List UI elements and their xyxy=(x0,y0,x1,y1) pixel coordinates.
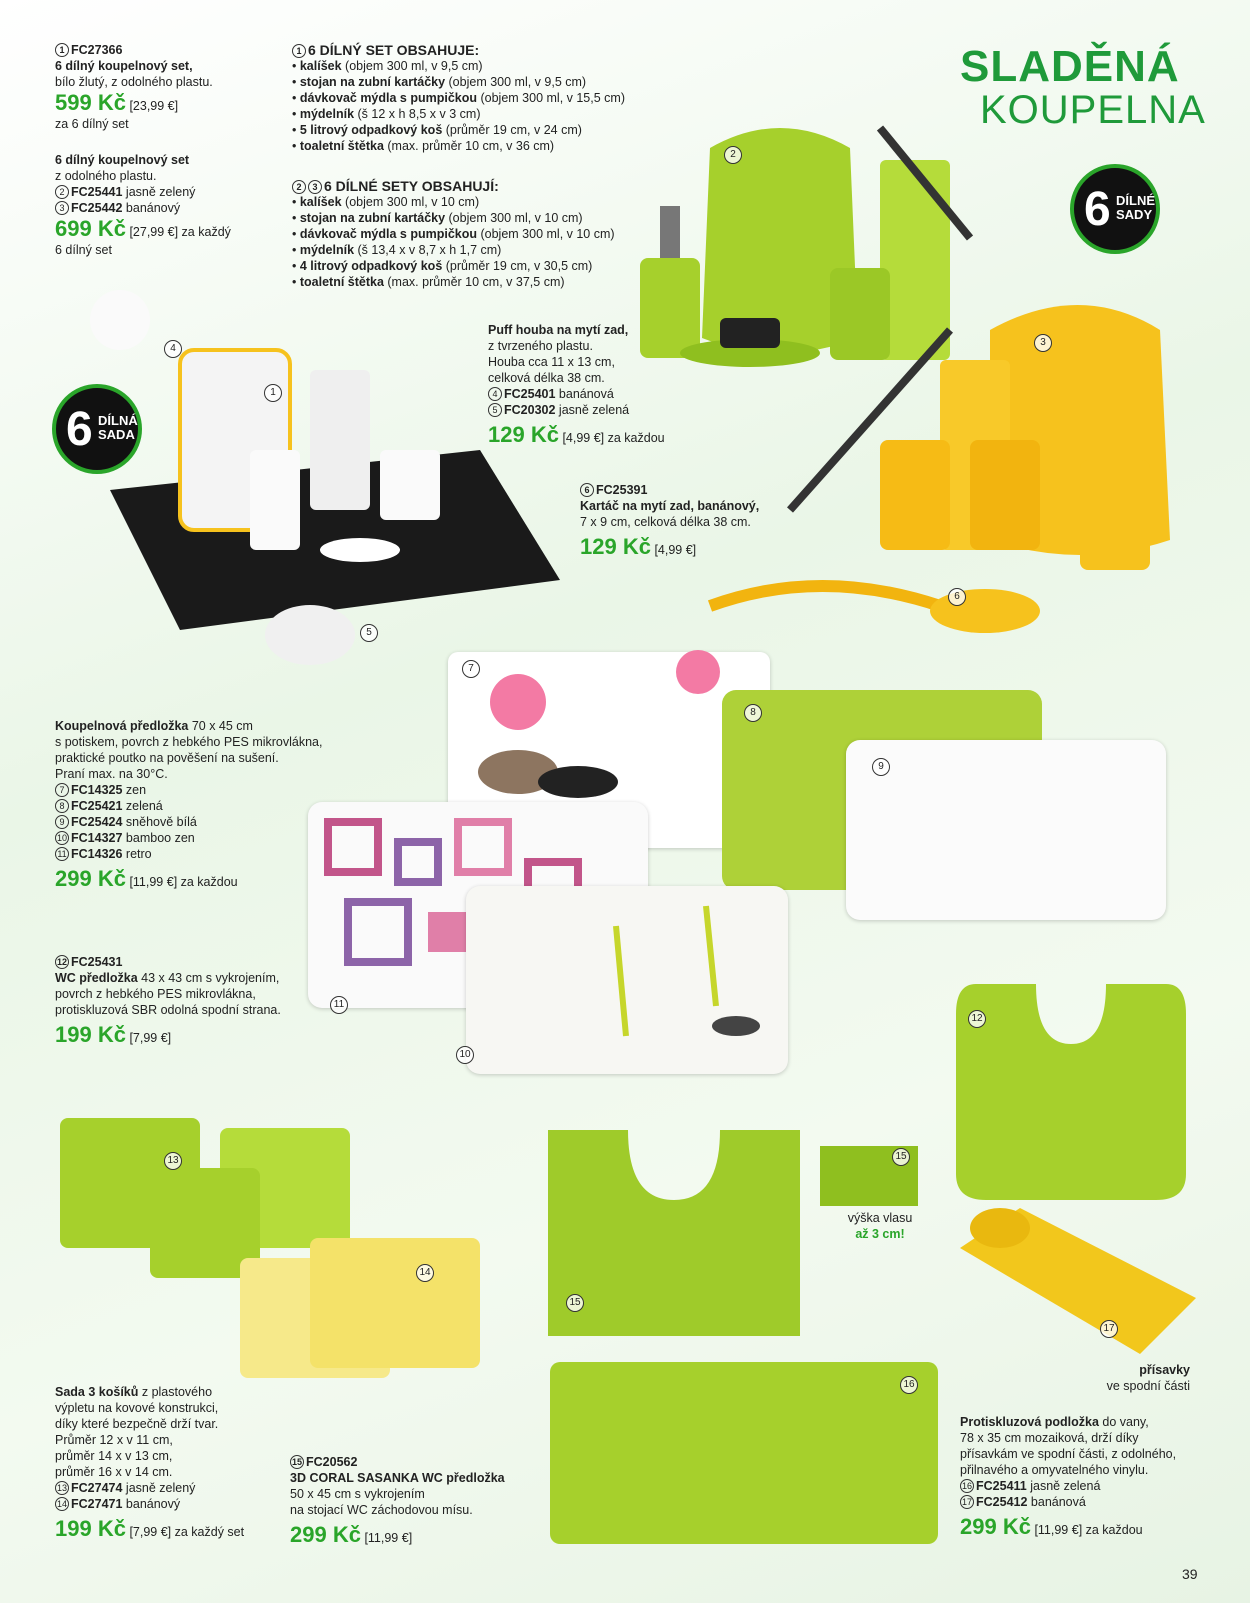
callout-16: 16 xyxy=(900,1376,918,1394)
callout-15: 15 xyxy=(566,1294,584,1312)
list-item: • kalíšek (objem 300 ml, v 10 cm) xyxy=(292,195,480,209)
badge-6-sada: 6 DÍLNÁ SADA xyxy=(52,384,142,474)
product-bath-mats: Koupelnová předložka 70 x 45 cm s potiskem, povrch z hebkého PES mikrovlákna, praktické poutko na pověšení na sušení. Praní max. na 30°C. 7 FC14325 zen 8 FC25421 zelená 9 FC25424 sněhově bílá 10 FC14327 bamboo zen 11 FC14326 retro 299 Kč [11,99 €] za každou xyxy=(55,719,323,891)
antislip-yellow-mat-image xyxy=(960,1208,1196,1354)
callout-4: 4 xyxy=(164,340,182,358)
list-item: • dávkovač mýdla s pumpičkou (objem 300 ml, v 10 cm) xyxy=(292,227,615,241)
list-item: • kalíšek (objem 300 ml, v 9,5 cm) xyxy=(292,59,483,73)
page-subtitle: KOUPELNA xyxy=(980,88,1206,132)
callout-3: 3 xyxy=(1034,334,1052,352)
callout-15-detail: 15 xyxy=(892,1148,910,1166)
callout-14: 14 xyxy=(416,1264,434,1282)
product-coral-wc-mat: 15 FC20562 3D CORAL SASANKA WC předložka 50 x 45 cm s vykrojením na stojací WC záchodovou mísu. 299 Kč [11,99 €] xyxy=(290,1455,505,1547)
callout-10: 10 xyxy=(456,1046,474,1064)
product-baskets: Sada 3 košíků z plastového výpletu na kovové konstrukci, díky které bezpečně drží tvar. Průměr 12 x v 11 cm, průměr 14 x v 13 cm, průměr 16 x v 14 cm. 13 FC27474 jasně zelený 14 FC27471 banánový 199 Kč [7,99 €] za každý set xyxy=(55,1385,245,1541)
badge-6-sady: 6 DÍLNÉ SADY xyxy=(1070,164,1160,254)
callout-13: 13 xyxy=(164,1152,182,1170)
callout-11: 11 xyxy=(330,996,348,1014)
product-wc-mat: 12 FC25431 WC předložka 43 x 43 cm s vykrojením, povrch z hebkého PES mikrovlákna, protiskluzová SBR odolná spodní strana. 199 Kč [7,99 €] xyxy=(55,955,281,1047)
list-item: • 5 litrový odpadkový koš (průměr 19 cm, v 24 cm) xyxy=(292,123,582,137)
callout-7: 7 xyxy=(462,660,480,678)
set1-contents: 1 6 DÍLNÝ SET OBSAHUJE: • kalíšek (objem 300 ml, v 9,5 cm) • stojan na zubní kartáčky (objem 300 ml, v 9,5 cm) • dávkovač mýdla s pumpičkou (objem 300 ml, v 15,5 cm) • mýdelník (š 12 x h 8,5 x v 3 cm) • 5 litrový odpadkový koš (průměr 19 cm, v 24 cm) • toaletní štětka (max. průměr 10 cm, v 36 cm) xyxy=(292,42,692,154)
product-set-green-yellow: 6 dílný koupelnový set z odolného plastu. 2 FC25441 jasně zelený 3 FC25442 banánový 699 Kč [27,99 €] za každý 6 dílný set xyxy=(55,153,231,257)
product-antislip-mat: Protiskluzová podložka do vany, 78 x 35 cm mozaiková, drží díky přísavkám ve spodní části, z odolného, přilnavého a omyvatelného vinylu. 16 FC25411 jasně zelená 17 FC25412 banánová 299 Kč [11,99 €] za každou xyxy=(960,1415,1177,1539)
back-brush-image xyxy=(700,566,1060,646)
mat-white-image xyxy=(846,740,1166,920)
suction-note: přísavky ve spodní části xyxy=(1106,1363,1190,1393)
callout-2: 2 xyxy=(724,146,742,164)
product-back-brush: 6 FC25391 Kartáč na mytí zad, banánový, 7 x 9 cm, celková délka 38 cm. 129 Kč [4,99 €] xyxy=(580,483,760,559)
baskets-image xyxy=(60,1108,520,1388)
list-item: • stojan na zubní kartáčky (objem 300 ml, v 9,5 cm) xyxy=(292,75,587,89)
product-fc27366: 1 FC27366 6 dílný koupelnový set, bílo žlutý, z odolného plastu. 599 Kč [23,99 €] za 6 dílný set xyxy=(55,43,213,131)
list-item: • mýdelník (š 13,4 x v 8,7 x h 1,7 cm) xyxy=(292,243,502,257)
white-yellow-set-image xyxy=(60,290,580,680)
pile-height-note: výška vlasu až 3 cm! xyxy=(847,1211,913,1241)
callout-17: 17 xyxy=(1100,1320,1118,1338)
callout-5: 5 xyxy=(360,624,378,642)
list-item: • toaletní štětka (max. průměr 10 cm, v 36 cm) xyxy=(292,139,555,153)
antislip-green-mat-image xyxy=(550,1362,938,1544)
page-number: 39 xyxy=(1182,1566,1198,1582)
product-puff-sponge: Puff houba na mytí zad, z tvrzeného plastu. Houba cca 11 x 13 cm, celková délka 38 cm. 4 FC25401 banánová 5 FC20302 jasně zelená 129 Kč [4,99 €] za každou xyxy=(488,323,665,447)
list-item: • mýdelník (š 12 x h 8,5 x v 3 cm) xyxy=(292,107,481,121)
coral-mat-image xyxy=(548,1130,800,1336)
mat-bamboo-zen-image xyxy=(459,886,788,1074)
callout-8: 8 xyxy=(744,704,762,722)
list-item: • dávkovač mýdla s pumpičkou (objem 300 ml, v 15,5 cm) xyxy=(292,91,625,105)
yellow-bathroom-set-image xyxy=(790,290,1190,580)
callout-1: 1 xyxy=(264,384,282,402)
callout-12: 12 xyxy=(968,1010,986,1028)
wc-mat-image xyxy=(956,984,1186,1200)
page-title: SLADĚNÁ xyxy=(960,42,1180,91)
set23-contents: 2 3 6 DÍLNÉ SETY OBSAHUJÍ: • kalíšek (objem 300 ml, v 10 cm) • stojan na zubní kartáčky (objem 300 ml, v 10 cm) • dávkovač mýdla s pumpičkou (objem 300 ml, v 10 cm) • mýdelník (š 13,4 x v 8,7 x h 1,7 cm) • 4 litrový odpadkový koš (průměr 19 cm, v 30,5 cm) • toaletní štětka (max. průměr 10 cm, v 37,5 cm) xyxy=(292,178,692,290)
callout-6: 6 xyxy=(948,588,966,606)
coral-pile-detail-image xyxy=(820,1146,918,1206)
callout-9: 9 xyxy=(872,758,890,776)
list-item: • 4 litrový odpadkový koš (průměr 19 cm, v 30,5 cm) xyxy=(292,259,593,273)
list-item: • toaletní štětka (max. průměr 10 cm, v 37,5 cm) xyxy=(292,275,565,289)
list-item: • stojan na zubní kartáčky (objem 300 ml, v 10 cm) xyxy=(292,211,583,225)
